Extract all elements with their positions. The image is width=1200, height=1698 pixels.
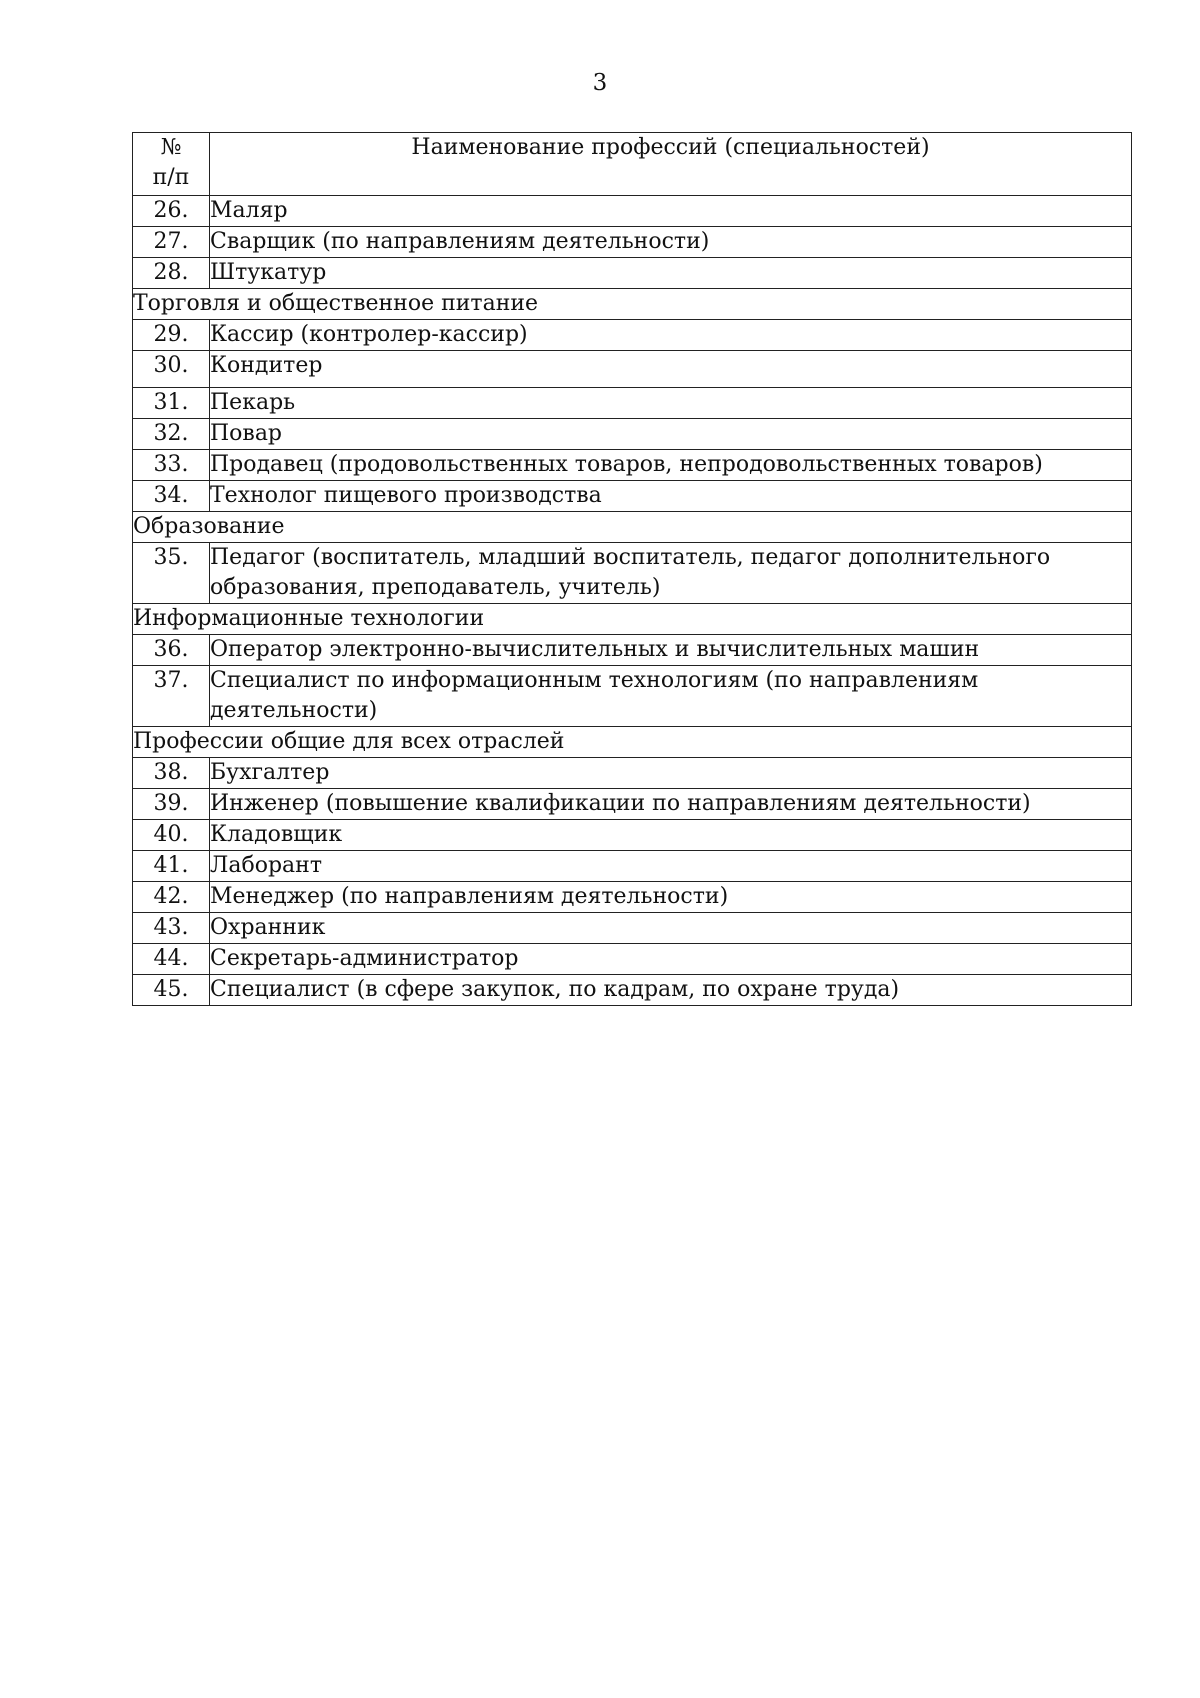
row-number: 43. — [133, 913, 210, 944]
table-row — [133, 666, 1132, 727]
row-name-line: деятельности) — [210, 698, 378, 723]
row-number: 36. — [133, 635, 210, 666]
table-row — [133, 789, 1132, 820]
row-number: 42. — [133, 882, 210, 913]
table-row — [133, 419, 1132, 450]
table-row — [133, 258, 1132, 289]
row-name: Охранник — [210, 913, 1132, 944]
professions-table — [132, 132, 1132, 1006]
header-number-cell — [133, 133, 210, 196]
row-number: 29. — [133, 320, 210, 351]
row-number: 39. — [133, 789, 210, 820]
row-name: Маляр — [210, 196, 1132, 227]
table-row — [133, 975, 1132, 1006]
row-name: Менеджер (по направлениям деятельности) — [210, 882, 1132, 913]
row-name: Специалист (в сфере закупок, по кадрам, по охране труда) — [210, 975, 1132, 1006]
table-row — [133, 758, 1132, 789]
section-row-trade — [133, 289, 1132, 320]
row-number: 40. — [133, 820, 210, 851]
row-name: Штукатур — [210, 258, 1132, 289]
row-number: 28. — [133, 258, 210, 289]
header-name-cell: Наименование профессий (специальностей) — [210, 133, 1132, 196]
section-title-trade: Торговля и общественное питание — [133, 289, 1132, 320]
table-header-row — [133, 133, 1132, 196]
table-row — [133, 913, 1132, 944]
row-number: 33. — [133, 450, 210, 481]
section-title-education: Образование — [133, 512, 1132, 543]
table-row — [133, 481, 1132, 512]
header-number-abbr: п/п — [152, 165, 190, 190]
row-name: Повар — [210, 419, 1132, 450]
row-number: 41. — [133, 851, 210, 882]
section-row-general — [133, 727, 1132, 758]
row-name: Продавец (продовольственных товаров, непродовольственных товаров) — [210, 450, 1132, 481]
row-number: 32. — [133, 419, 210, 450]
row-number: 31. — [133, 388, 210, 419]
row-name: Лаборант — [210, 851, 1132, 882]
row-number: 30. — [133, 351, 210, 388]
row-number: 26. — [133, 196, 210, 227]
row-name: Технолог пищевого производства — [210, 481, 1132, 512]
row-number: 27. — [133, 227, 210, 258]
row-name — [210, 666, 1132, 727]
row-number: 35. — [133, 543, 210, 604]
table-row — [133, 820, 1132, 851]
table-row — [133, 543, 1132, 604]
row-name: Кассир (контролер-кассир) — [210, 320, 1132, 351]
row-name: Секретарь-администратор — [210, 944, 1132, 975]
row-number: 45. — [133, 975, 210, 1006]
row-name: Кондитер — [210, 351, 1132, 388]
row-name: Оператор электронно-вычислительных и вычислительных машин — [210, 635, 1132, 666]
row-name: Инженер (повышение квалификации по направлениям деятельности) — [210, 789, 1132, 820]
row-name: Кладовщик — [210, 820, 1132, 851]
row-name-line: образования, преподаватель, учитель) — [210, 575, 661, 600]
row-number: 44. — [133, 944, 210, 975]
table-row — [133, 944, 1132, 975]
section-row-it — [133, 604, 1132, 635]
row-name-line: Педагог (воспитатель, младший воспитатель, педагог дополнительного — [210, 545, 1051, 570]
row-name: Пекарь — [210, 388, 1132, 419]
row-name-line: Специалист по информационным технологиям (по направлениям — [210, 668, 979, 693]
section-title-general: Профессии общие для всех отраслей — [133, 727, 1132, 758]
table-row — [133, 882, 1132, 913]
table-row — [133, 450, 1132, 481]
table-row — [133, 196, 1132, 227]
table-row — [133, 227, 1132, 258]
section-title-it: Информационные технологии — [133, 604, 1132, 635]
table-row — [133, 388, 1132, 419]
table-row — [133, 851, 1132, 882]
page-number: 3 — [592, 70, 608, 96]
row-number: 34. — [133, 481, 210, 512]
row-number: 37. — [133, 666, 210, 727]
row-name: Сварщик (по направлениям деятельности) — [210, 227, 1132, 258]
table-row — [133, 320, 1132, 351]
row-name: Бухгалтер — [210, 758, 1132, 789]
row-number: 38. — [133, 758, 210, 789]
section-row-education — [133, 512, 1132, 543]
row-name — [210, 543, 1132, 604]
header-number-symbol: № — [160, 135, 182, 160]
table-row — [133, 635, 1132, 666]
table-row — [133, 351, 1132, 388]
